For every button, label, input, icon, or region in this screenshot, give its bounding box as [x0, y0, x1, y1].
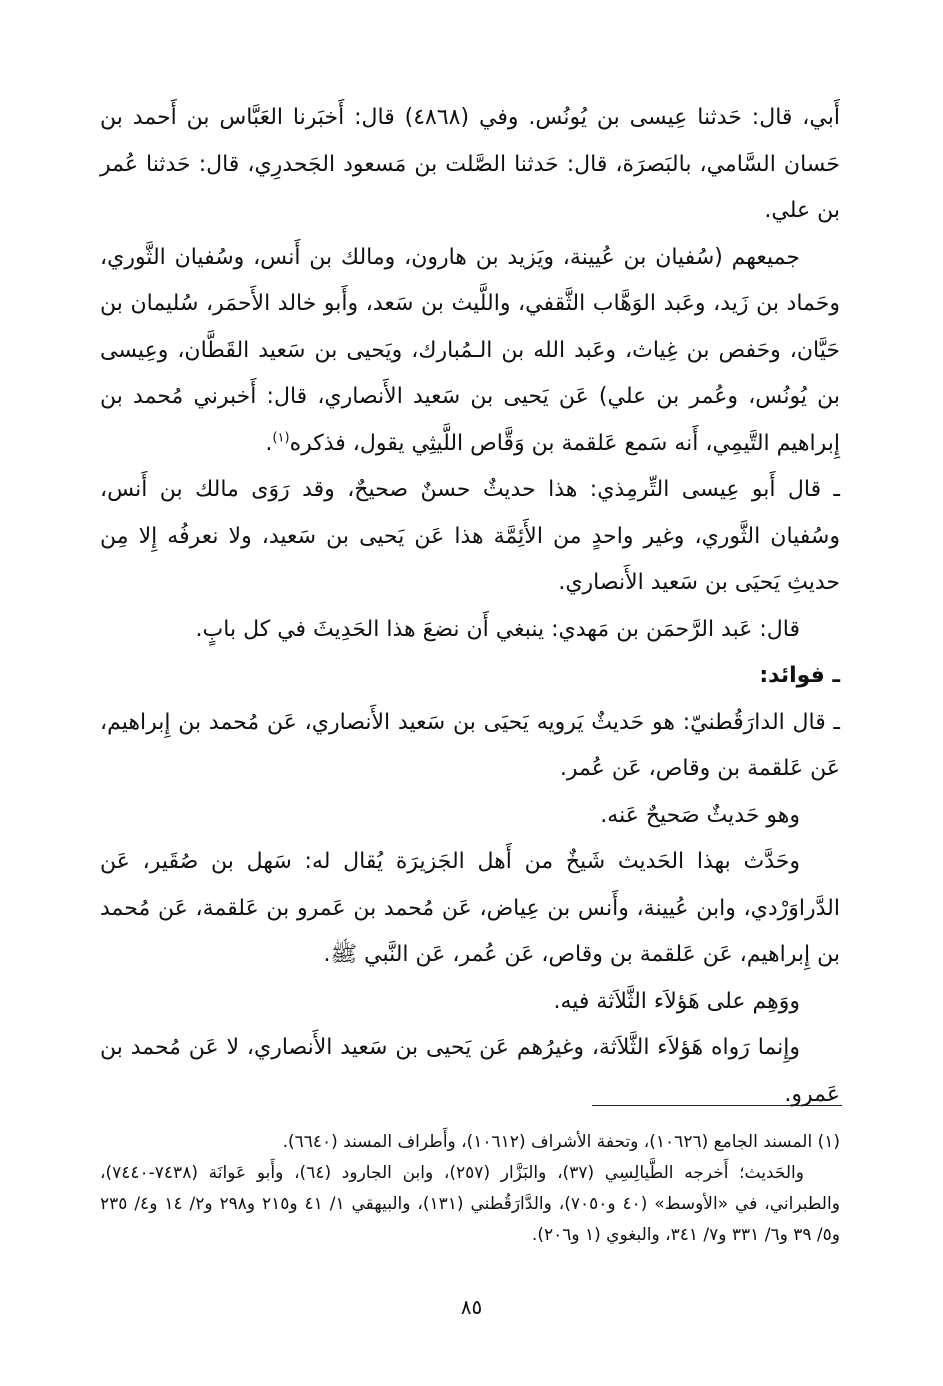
- footnotes: [100, 1127, 840, 1251]
- footnote-reference[interactable]: (١): [272, 430, 290, 446]
- paragraph-text: جميعهم (سُفيان بن عُيينة، ويَزيد بن هارون، ومالك بن أَنس، وسُفيان الثَّوري، وحَماد بن زَيد، وعَبد الوَهَّاب الثَّقفي، واللَّيث بن سَعد، وأَبو خالد الأَحمَر، سُليمان بن حَيَّان، وحَفص بن غِياث، وعَبد الله بن الـمُبارك، ويَحيى بن سَعيد القَطَّان، وعِيسى بن يُونُس، وعُمر بن علي) عَن يَحيى بن سَعيد الأَنصاري، قال: أَخبرني مُحمد بن إِبراهيم التَّيمِي، أَنه سَمع عَلقمة بن وَقَّاص اللَّيثِي يقول، فذكره: [100, 244, 840, 456]
- paragraph: ـ قال الدارَقُطنيّ: هو حَديثٌ يَرويه يَحيَى بن سَعيد الأَنصاري، عَن مُحمد بن إِبراهيم، عَن عَلقمة بن وقاص، عَن عُمر.: [100, 709, 840, 781]
- footnote-separator: [592, 1105, 842, 1106]
- paragraph: وإِنما رَواه هَؤلاَء الثَّلاَثة، وغيرُهم عَن يَحيى بن سَعيد الأَنصاري، لا عَن مُحمد بن عَمرو.: [100, 1035, 840, 1107]
- paragraph: ـ قال أَبو عِيسى التِّرمِذي: هذا حديثٌ حسنٌ صحيحٌ، وقد رَوَى مالك بن أَنس، وسُفيان الثَّوري، وغير واحدٍ من الأَئِمَّة هذا عَن يَحيى بن سَعيد، ولا نعرفُه إِلا مِن حديثِ يَحيَى بن سَعيد الأَنصاري.: [100, 477, 840, 595]
- paragraph: وهو حَديثٌ صَحيحٌ عَنه.: [600, 802, 800, 828]
- paragraph: أَبي، قال: حَدثنا عِيسى بن يُونُس. وفي (٤٨٦٨) قال: أَخبَرنا العَبَّاس بن أَحمد بن حَسان السَّامي، بالبَصرَة، قال: حَدثنا الصَّلت بن مَسعود الجَحدرِي، قال: حَدثنا عُمر بن علي.: [100, 105, 840, 223]
- paragraph: [100, 235, 840, 468]
- paragraph: ووَهِم على هَؤلاَء الثَّلاَثة فيه.: [553, 988, 800, 1014]
- paragraph: وحَدَّث بهذا الحَديث شَيخٌ من أَهل الجَزيرَة يُقال له: سَهل بن صُقَير، عَن الدَّراوَرْدي، وابن عُيينة، وأَنس بن عِياض، عَن مُحمد بن عَمرو بن عَلقمة، عَن مُحمد بن إِبراهيم، عَن عَلقمة بن وقاص، عَن عُمر، عَن النَّبي ﷺ.: [100, 849, 840, 967]
- footnote: (١) المسند الجامع (١٠٦٢٦)، وتحفة الأشراف (١٠٦١٢)، وأَطراف المسند (٦٦٤٠).: [282, 1132, 840, 1152]
- footnote: والحَديث؛ أَخرجه الطَّيالِسِي (٣٧)، والبَزَّار (٢٥٧)، وابن الجارود (٦٤)، وأَبو عَوانَة (٧٤٣٨-٧٤٤٠)، والطبراني، في «الأوسط» (٤٠ و٧٠٥٠)، والدَّارَقُطني (١٣١)، والبيهقي ١/ ٤١ و٢١٥ و٢٩٨ و٢/ ١٤ و٤/ ٢٣٥ و٥/ ٣٩ و٦/ ٣٣١ و٧/ ٣٤١، والبغوي (١ و٢٠٦).: [100, 1163, 840, 1245]
- paragraph: قال: عَبد الرَّحمَن بن مَهدي: ينبغي أَن نضعَ هذا الحَدِيثَ في كل بابٍ.: [195, 616, 800, 642]
- page-number: ٨٥: [460, 1295, 483, 1319]
- main-text: [100, 95, 840, 1118]
- paragraph-end: .: [265, 430, 273, 456]
- section-heading: ـ فوائد:: [759, 663, 840, 688]
